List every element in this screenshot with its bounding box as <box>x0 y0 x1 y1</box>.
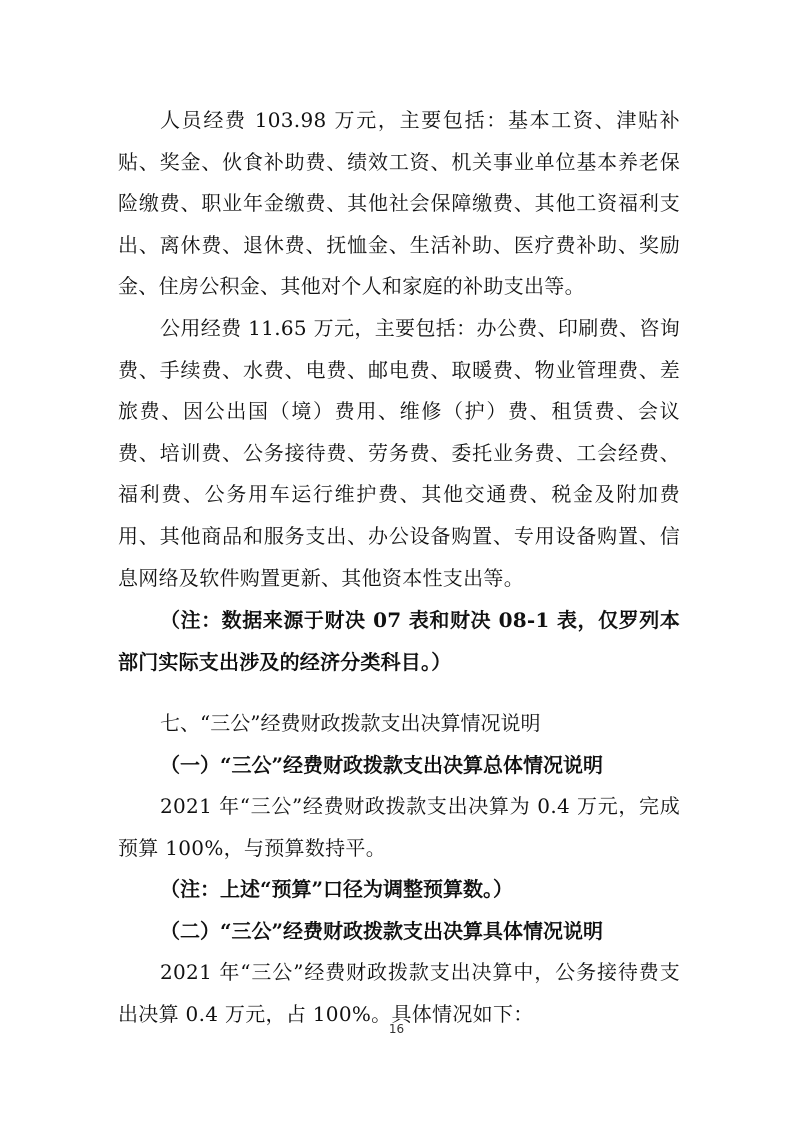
public-expenses-paragraph: 公用经费 11.65 万元，主要包括：办公费、印刷费、咨询费、手续费、水费、电费、邮电费、取暖费、物业管理费、差旅费、因公出国（境）费用、维修（护）费、租赁费、会议费、培训费、公务接待费、劳务费、委托业务费、工会经费、福利费、公务用车运行维护费、其他交通费、税金及附加费用、其他商品和服务支出、办公设备购置、专用设备购置、信息网络及软件购置更新、其他资本性支出等。 <box>118 316 680 590</box>
section-seven-heading: 七、“三公”经费财政拨款支出决算情况说明 <box>160 711 541 735</box>
detail-situation-paragraph: 2021 年“三公”经费财政拨款支出决算中，公务接待费支出决算 0.4 万元，占 100%。具体情况如下： <box>118 960 680 1026</box>
data-source-note: （注：数据来源于财决 07 表和财决 08-1 表，仅罗列本部门实际支出涉及的经济分类科目。） <box>118 608 680 674</box>
overall-situation-paragraph: 2021 年“三公”经费财政拨款支出决算为 0.4 万元，完成预算 100%，与预算数持平。 <box>118 794 680 860</box>
subsection-one-heading: （一）“三公”经费财政拨款支出决算总体情况说明 <box>160 753 604 777</box>
budget-note: （注：上述“预算”口径为调整预算数。） <box>160 877 514 901</box>
page-number: 16 <box>388 1022 405 1036</box>
subsection-two-heading: （二）“三公”经费财政拨款支出决算具体情况说明 <box>160 919 604 943</box>
personnel-expenses-paragraph: 人员经费 103.98 万元，主要包括：基本工资、津贴补贴、奖金、伙食补助费、绩效工资、机关事业单位基本养老保险缴费、职业年金缴费、其他社会保障缴费、其他工资福利支出、离休费、退休费、抚恤金、生活补助、医疗费补助、奖励金、住房公积金、其他对个人和家庭的补助支出等。 <box>118 108 680 299</box>
